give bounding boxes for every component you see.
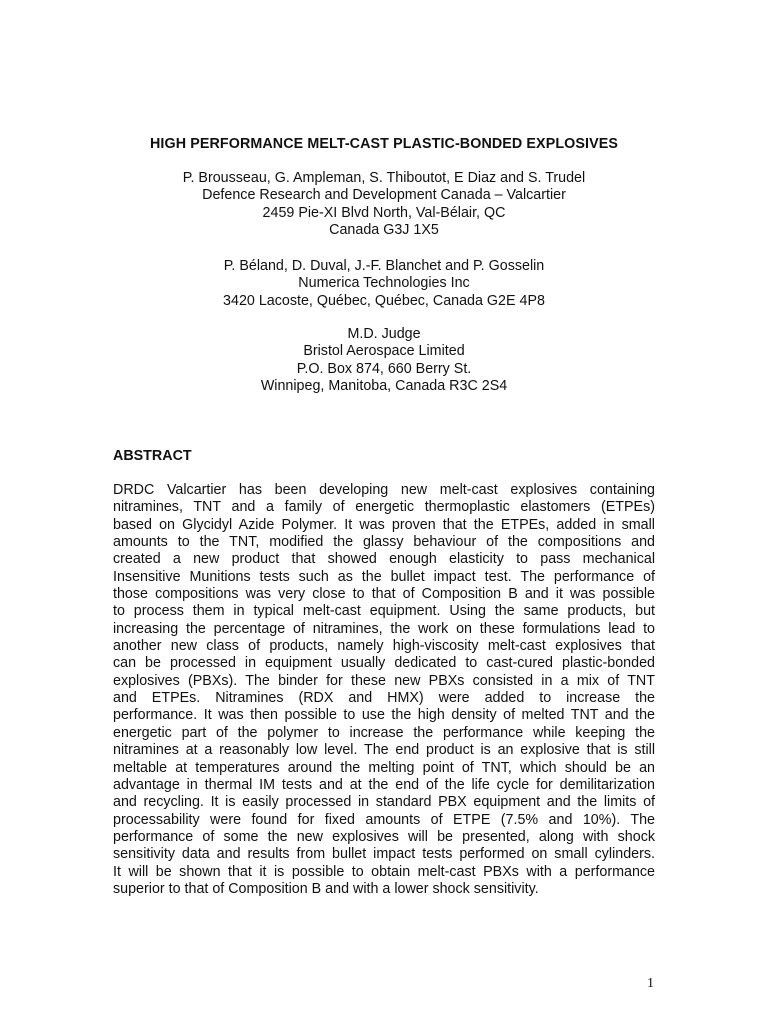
abstract-line: nitramines, TNT and a family of energetic thermoplastic elastomers (ETPEs) bbox=[113, 499, 655, 516]
address-line: Canada G3J 1X5 bbox=[329, 221, 439, 238]
affiliation-block-bristol bbox=[0, 326, 768, 395]
address-line: 3420 Lacoste, Québec, Québec, Canada G2E 4P8 bbox=[223, 292, 545, 309]
abstract-line: created a new product that showed enough elasticity to pass mechanical bbox=[113, 551, 655, 568]
abstract-line: can be processed in equipment usually dedicated to cast-cured plastic-bonded bbox=[113, 655, 655, 672]
author-line: M.D. Judge bbox=[347, 326, 421, 342]
abstract-line: performance. It was then possible to use the high density of melted TNT and the bbox=[113, 707, 655, 724]
address-line: Winnipeg, Manitoba, Canada R3C 2S4 bbox=[260, 377, 508, 394]
abstract-line: meltable at temperatures around the melting point of TNT, which should be an bbox=[113, 759, 655, 776]
abstract-line: Insensitive Munitions tests such as the bullet impact test. The performance of bbox=[113, 568, 655, 585]
abstract-line: and ETPEs. Nitramines (RDX and HMX) were added to increase the bbox=[113, 690, 655, 707]
abstract-line: performance of some the new explosives will be presented, along with shock bbox=[113, 828, 655, 845]
address-line: P.O. Box 874, 660 Berry St. bbox=[296, 360, 472, 377]
abstract-line: to process them in typical melt-cast equipment. Using the same products, but bbox=[113, 603, 655, 620]
institution-line: Numerica Technologies Inc bbox=[298, 275, 470, 292]
author-line: P. Brousseau, G. Ampleman, S. Thiboutot, E Diaz and S. Trudel bbox=[182, 170, 586, 186]
abstract-line: those compositions was very close to that of Composition B and it was possible bbox=[113, 586, 655, 603]
page-number: 1 bbox=[647, 976, 654, 991]
address-line: 2459 Pie-XI Blvd North, Val-Bélair, QC bbox=[262, 204, 506, 221]
affiliation-block-drdc bbox=[0, 170, 768, 239]
abstract-line: based on Glycidyl Azide Polymer. It was proven that the ETPEs, added in small bbox=[113, 516, 655, 533]
author-line: P. Béland, D. Duval, J.-F. Blanchet and P. Gosselin bbox=[223, 258, 545, 274]
abstract-body bbox=[113, 482, 655, 898]
abstract-line: energetic part of the polymer to increase the performance while keeping the bbox=[113, 724, 655, 741]
abstract-line: nitramines at a reasonably low level. The end product is an explosive that is still bbox=[113, 742, 655, 759]
abstract-line: advantage in thermal IM tests and at the end of the life cycle for demilitarization bbox=[113, 776, 655, 793]
abstract-line: processability were found for fixed amounts of ETPE (7.5% and 10%). The bbox=[113, 811, 655, 828]
institution-line: Defence Research and Development Canada – Valcartier bbox=[202, 187, 566, 204]
abstract-line: explosives (PBXs). The binder for these new PBXs consisted in a mix of TNT bbox=[113, 672, 655, 689]
paper-title: HIGH PERFORMANCE MELT-CAST PLASTIC-BONDED EXPLOSIVES bbox=[149, 136, 619, 152]
abstract-line: and recycling. It is easily processed in standard PBX equipment and the limits of bbox=[113, 794, 655, 811]
institution-line: Bristol Aerospace Limited bbox=[303, 343, 465, 360]
abstract-line: sensitivity data and results from bullet impact tests performed on small cylinders. bbox=[113, 846, 655, 863]
abstract-line: It will be shown that it is possible to obtain melt-cast PBXs with a performance bbox=[113, 863, 655, 880]
abstract-line: superior to that of Composition B and with a lower shock sensitivity. bbox=[113, 880, 539, 897]
affiliation-block-numerica bbox=[0, 258, 768, 310]
abstract-line: increasing the percentage of nitramines, the work on these formulations lead to bbox=[113, 620, 655, 637]
abstract-line: amounts to the TNT, modified the glassy behaviour of the compositions and bbox=[113, 534, 655, 551]
abstract-line: DRDC Valcartier has been developing new melt-cast explosives containing bbox=[113, 482, 655, 498]
abstract-line: another new class of products, namely high-viscosity melt-cast explosives that bbox=[113, 638, 655, 655]
abstract-heading: ABSTRACT bbox=[113, 448, 192, 464]
